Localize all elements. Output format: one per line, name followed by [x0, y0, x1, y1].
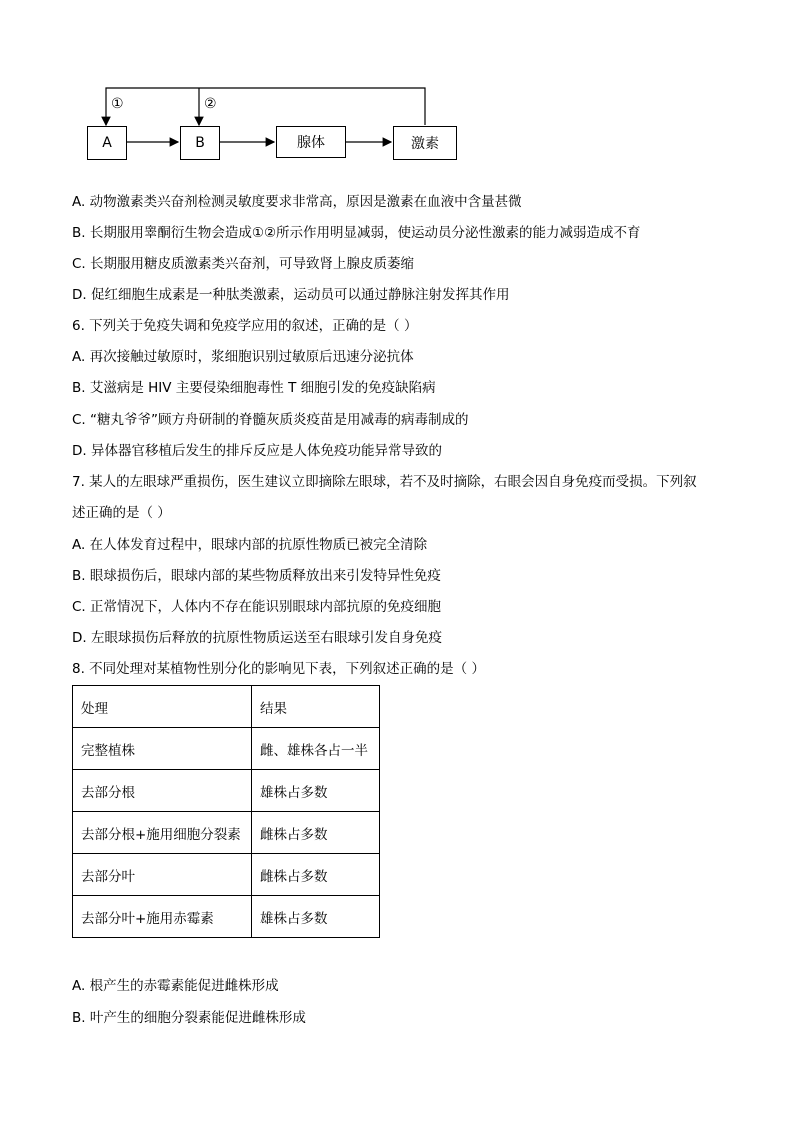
table-row	[73, 896, 380, 938]
q6-option-b: B. 艾滋病是 HIV 主要侵染细胞毒性 T 细胞引发的免疫缺陷病	[72, 380, 436, 396]
q6-option-a: A. 再次接触过敏原时，浆细胞识别过敏原后迅速分泌抗体	[72, 349, 414, 365]
table-header-cell: 结果	[252, 686, 380, 728]
q7-option-c: C. 正常情况下，人体内不存在能识别眼球内部抗原的免疫细胞	[72, 599, 442, 615]
q5-option-b: B. 长期服用睾酮衍生物会造成①②所示作用明显减弱，使运动员分泌性激素的能力减弱造成不育	[72, 225, 641, 241]
q5-option-d: D. 促红细胞生成素是一种肽类激素，运动员可以通过静脉注射发挥其作用	[72, 287, 510, 303]
q5-option-a: A. 动物激素类兴奋剂检测灵敏度要求非常高，原因是激素在血液中含量甚微	[72, 194, 522, 210]
box-gland: 腺体	[276, 126, 346, 158]
q5-option-c: C. 长期服用糖皮质激素类兴奋剂，可导致肾上腺皮质萎缩	[72, 256, 415, 272]
table-cell: 雄株占多数	[252, 896, 380, 938]
table-header-row	[73, 686, 380, 728]
box-hormone: 激素	[393, 126, 457, 160]
q7-option-d: D. 左眼球损伤后释放的抗原性物质运送至右眼球引发自身免疫	[72, 630, 442, 646]
label-2: ②	[204, 96, 217, 112]
table-cell: 去部分叶	[73, 854, 252, 896]
q8-option-b: B. 叶产生的细胞分裂素能促进雌株形成	[72, 1010, 306, 1026]
box-b: B	[180, 126, 220, 160]
table-cell: 雌株占多数	[252, 812, 380, 854]
table-cell: 雌、雄株各占一半	[252, 728, 380, 770]
table-cell: 完整植株	[73, 728, 252, 770]
table-row	[73, 770, 380, 812]
table-header-cell: 处理	[73, 686, 252, 728]
label-1: ①	[111, 96, 124, 112]
q7-stem-line1: 7. 某人的左眼球严重损伤，医生建议立即摘除左眼球，若不及时摘除，右眼会因自身免疫而受损。下列叙	[72, 474, 697, 490]
table-cell: 去部分根	[73, 770, 252, 812]
q8-table	[72, 685, 380, 938]
q7-option-a: A. 在人体发育过程中，眼球内部的抗原性物质已被完全清除	[72, 537, 428, 553]
box-a: A	[87, 126, 127, 160]
table-cell: 雌株占多数	[252, 854, 380, 896]
q8-option-a: A. 根产生的赤霉素能促进雌株形成	[72, 978, 279, 994]
table-row	[73, 854, 380, 896]
q6-stem: 6. 下列关于免疫失调和免疫学应用的叙述，正确的是（ ）	[72, 318, 418, 334]
table-row	[73, 728, 380, 770]
feedback-line	[106, 88, 425, 125]
table-cell: 雄株占多数	[252, 770, 380, 812]
q7-stem-line2: 述正确的是（ ）	[72, 505, 171, 521]
q6-option-c: C. “糖丸爷爷”顾方舟研制的脊髓灰质炎疫苗是用减毒的病毒制成的	[72, 412, 469, 428]
table-row	[73, 812, 380, 854]
q7-option-b: B. 眼球损伤后，眼球内部的某些物质释放出来引发特异性免疫	[72, 568, 441, 584]
hormone-regulation-diagram	[0, 0, 794, 175]
q6-option-d: D. 异体器官移植后发生的排斥反应是人体免疫功能异常导致的	[72, 443, 442, 459]
table-cell: 去部分根+施用细胞分裂素	[73, 812, 252, 854]
table-cell: 去部分叶+施用赤霉素	[73, 896, 252, 938]
q8-stem: 8. 不同处理对某植物性别分化的影响见下表，下列叙述正确的是（ ）	[72, 661, 485, 677]
